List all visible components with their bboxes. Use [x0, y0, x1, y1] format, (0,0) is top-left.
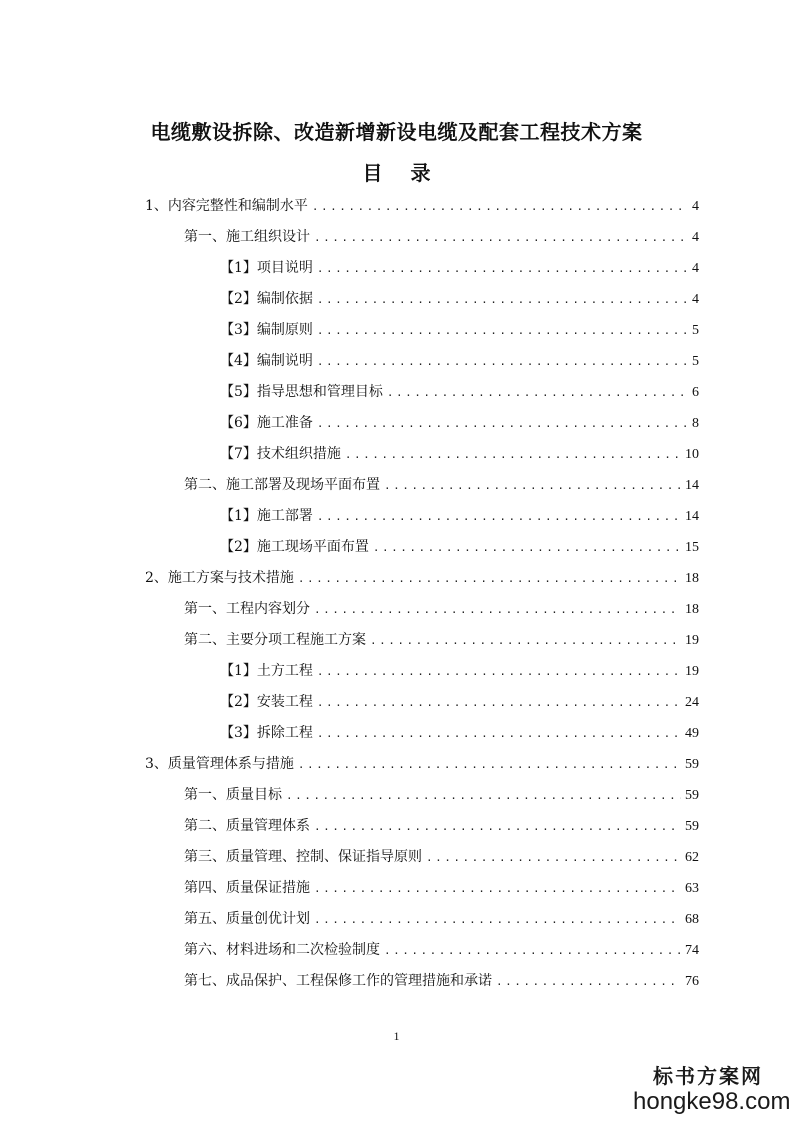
toc-entry-page: 14 [685, 478, 699, 493]
toc-entry[interactable] [145, 196, 699, 216]
toc-entry-label: 【6】施工准备 [220, 415, 313, 431]
toc-dot-leader [317, 693, 681, 713]
toc-dot-leader [286, 786, 681, 806]
toc-entry[interactable] [184, 816, 699, 836]
toc-entry[interactable] [220, 351, 699, 371]
toc-entry-page: 19 [685, 664, 699, 679]
toc-entry-label: 第一、工程内容划分 [184, 601, 310, 617]
toc-entry-label: 第一、施工组织设计 [184, 229, 310, 245]
toc-entry[interactable] [220, 413, 699, 433]
toc-entry-label: 第四、质量保证措施 [184, 880, 310, 896]
toc-entry-label: 【1】项目说明 [220, 260, 313, 276]
toc-dot-leader [317, 662, 681, 682]
toc-entry-label: 第六、材料进场和二次检验制度 [184, 942, 380, 958]
toc-entry-page: 4 [692, 261, 699, 276]
toc-entry-page: 24 [685, 695, 699, 710]
toc-dot-leader [312, 197, 688, 217]
watermark-domain-text: hongke98.com [633, 1088, 791, 1115]
toc-entry-label: 第二、主要分项工程施工方案 [184, 632, 366, 648]
toc-entry-page: 19 [685, 633, 699, 648]
toc-entry[interactable] [220, 258, 699, 278]
toc-entry-page: 6 [692, 385, 699, 400]
toc-entry[interactable] [220, 289, 699, 309]
toc-dot-leader [314, 879, 681, 899]
page-number: 1 [393, 1029, 400, 1043]
toc-entry-label: 第一、质量目标 [184, 787, 282, 803]
toc-entry-label: 【2】编制依据 [220, 291, 313, 307]
toc-dot-leader [317, 290, 688, 310]
toc-entry-page: 18 [685, 571, 699, 586]
toc-entry-label: 【5】指导思想和管理目标 [220, 384, 383, 400]
toc-entry-label: 第二、质量管理体系 [184, 818, 310, 834]
toc-dot-leader [314, 817, 681, 837]
toc-entry[interactable] [184, 227, 699, 247]
toc-entry-page: 68 [685, 912, 699, 927]
toc-dot-leader [314, 600, 681, 620]
toc-entry-label: 1、内容完整性和编制水平 [145, 198, 308, 214]
toc-entry-page: 8 [692, 416, 699, 431]
toc-entry-label: 第七、成品保护、工程保修工作的管理措施和承诺 [184, 973, 492, 989]
toc-entry[interactable] [220, 537, 699, 557]
toc-entry-page: 15 [685, 540, 699, 555]
toc-entry-label: 【7】技术组织措施 [220, 446, 341, 462]
toc-entry[interactable] [220, 692, 699, 712]
toc-dot-leader [317, 352, 688, 372]
toc-entry-label: 第二、施工部署及现场平面布置 [184, 477, 380, 493]
toc-entry-page: 10 [685, 447, 699, 462]
toc-dot-leader [298, 569, 681, 589]
toc-entry-page: 14 [685, 509, 699, 524]
toc-dot-leader [345, 445, 681, 465]
toc-entry-page: 74 [685, 943, 699, 958]
toc-entry-page: 63 [685, 881, 699, 896]
toc-entry-label: 【3】拆除工程 [220, 725, 313, 741]
toc-entry[interactable] [184, 785, 699, 805]
toc-entry-page: 76 [685, 974, 699, 989]
toc-entry[interactable] [184, 971, 699, 991]
toc-dot-leader [298, 755, 681, 775]
toc-entry-label: 【2】施工现场平面布置 [220, 539, 369, 555]
toc-entry[interactable] [220, 723, 699, 743]
toc-entry[interactable] [145, 754, 699, 774]
toc-dot-leader [317, 724, 681, 744]
toc-entry-label: 第三、质量管理、控制、保证指导原则 [184, 849, 422, 865]
toc-entry-label: 【3】编制原则 [220, 322, 313, 338]
watermark-chinese-text: 标书方案网 [653, 1064, 763, 1088]
toc-dot-leader [317, 414, 688, 434]
toc-entry-page: 62 [685, 850, 699, 865]
toc-dot-leader [317, 259, 688, 279]
toc-entry-label: 【1】施工部署 [220, 508, 313, 524]
toc-heading-char-2: 录 [410, 161, 431, 185]
toc-entry-page: 18 [685, 602, 699, 617]
toc-entry[interactable] [184, 909, 699, 929]
toc-entry[interactable] [184, 630, 699, 650]
toc-entry-page: 4 [692, 230, 699, 245]
toc-heading-char-1: 目 [362, 161, 383, 185]
toc-heading [0, 157, 793, 186]
toc-dot-leader [384, 941, 681, 961]
toc-dot-leader [317, 321, 688, 341]
toc-entry-page: 5 [692, 354, 699, 369]
toc-entry[interactable] [220, 382, 699, 402]
toc-entry[interactable] [184, 940, 699, 960]
toc-entry[interactable] [220, 444, 699, 464]
toc-dot-leader [370, 631, 681, 651]
toc-entry-label: 第五、质量创优计划 [184, 911, 310, 927]
toc-dot-leader [426, 848, 681, 868]
document-title: 电缆敷设拆除、改造新增新设电缆及配套工程技术方案 [150, 120, 643, 144]
toc-dot-leader [373, 538, 681, 558]
toc-entry[interactable] [145, 568, 699, 588]
toc-dot-leader [384, 476, 681, 496]
toc-dot-leader [314, 910, 681, 930]
toc-entry-label: 2、施工方案与技术措施 [145, 570, 294, 586]
toc-entry-label: 【1】土方工程 [220, 663, 313, 679]
toc-entry[interactable] [220, 506, 699, 526]
toc-dot-leader [387, 383, 688, 403]
toc-entry[interactable] [220, 661, 699, 681]
toc-entry-page: 59 [685, 757, 699, 772]
toc-dot-leader [317, 507, 681, 527]
toc-entry-page: 59 [685, 819, 699, 834]
toc-entry[interactable] [220, 320, 699, 340]
toc-entry-page: 59 [685, 788, 699, 803]
toc-entry-page: 4 [692, 199, 699, 214]
watermark [633, 1064, 791, 1116]
toc-entry[interactable] [184, 599, 699, 619]
toc-entry[interactable] [184, 847, 699, 867]
toc-entry-page: 4 [692, 292, 699, 307]
toc-entry-page: 49 [685, 726, 699, 741]
toc-dot-leader [496, 972, 681, 992]
toc-entry[interactable] [184, 878, 699, 898]
toc-entry[interactable] [184, 475, 699, 495]
toc-entry-label: 【4】编制说明 [220, 353, 313, 369]
toc-dot-leader [314, 228, 688, 248]
toc-entry-label: 【2】安装工程 [220, 694, 313, 710]
toc-entry-label: 3、质量管理体系与措施 [145, 756, 294, 772]
toc-entry-page: 5 [692, 323, 699, 338]
